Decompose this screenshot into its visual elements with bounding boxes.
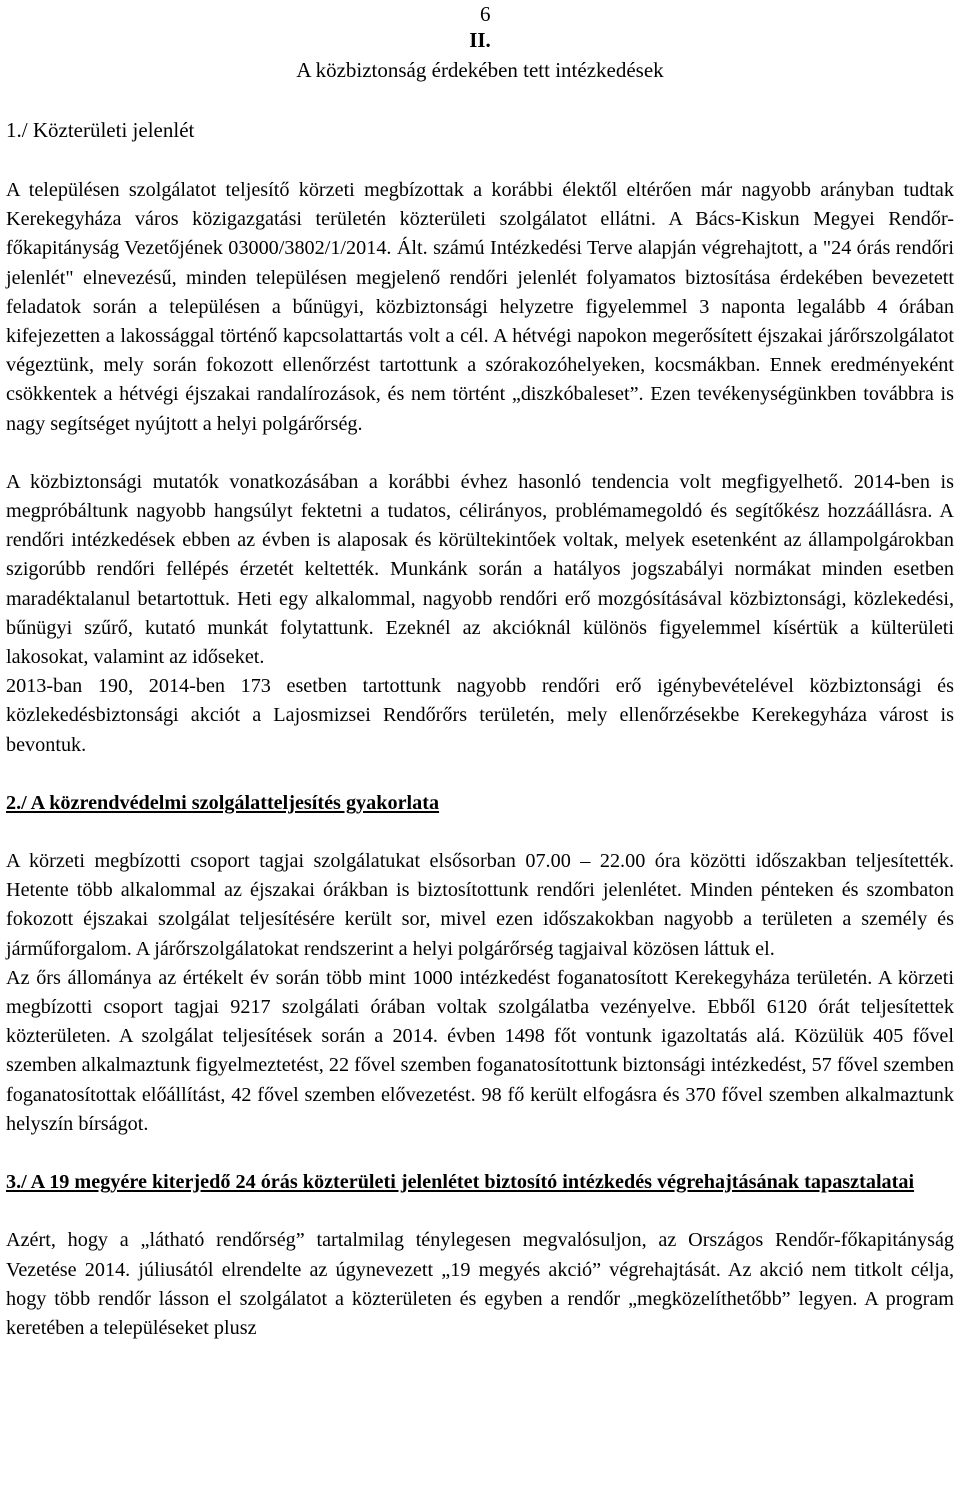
section-1-heading: 1./ Közterületi jelenlét [6, 118, 195, 142]
page-number: 6 [480, 2, 491, 26]
section-1-paragraph-3: 2013-ban 190, 2014-ben 173 esetben tartottunk nagyobb rendőri erő igénybevételével közbiztonsági és közlekedésbiztonsági akciót a Lajosmizsei Rendőrőrs területén, mely ellenőrzésekbe Kerekegyháza várost is bevontuk. [6, 675, 954, 756]
document-body [6, 176, 954, 1343]
section-3-heading: 3./ A 19 megyére kiterjedő 24 órás közterületi jelenlétet biztosító intézkedés végrehajtásának tapasztalatai [6, 1171, 915, 1194]
section-2-paragraph-1: A körzeti megbízotti csoport tagjai szolgálatukat elsősorban 07.00 – 22.00 óra közötti időszakban teljesítették. Hetente több alkalommal az éjszakai órákban is biztosítottunk rendőri jelenlétet. Minden pénteken és szombaton fokozott éjszakai szolgálat teljesítésére került sor, mivel ezen időszakokban nagyobb a területen a személy és járműforgalom. A járőrszolgálatokat rendszerint a helyi polgárőrség tagjaival közösen láttuk el. [6, 850, 954, 960]
section-2-heading: 2./ A közrendvédelmi szolgálatteljesítés gyakorlata [6, 791, 440, 814]
section-1-paragraph-1: A településen szolgálatot teljesítő körzeti megbízottak a korábbi élektől eltérően már nagyobb arányban tudtak Kerekegyháza város közigazgatási területén közterületi szolgálatot ellátni. A Bács-Kiskun Megyei Rendőr-főkapitányság Vezetőjének 03000/3802/1/2014. Ált. számú Intézkedési Terve alapján végrehajtott, a "24 órás rendőri jelenlét" elnevezésű, minden településen megjelenő rendőri jelenlét folyamatos biztosítása érdekében bevezetett feladatok során a településen a bűnügyi, közbiztonsági helyzetre figyelemmel 3 naponta legalább 4 órában kifejezetten a lakossággal történő kapcsolattartás volt a cél. A hétvégi napokon megerősített éjszakai járőrszolgálatot végeztünk, mely során fokozott ellenőrzést tartottunk a szórakozóhelyeken, kocsmákban. Ennek eredményeként csökkentek a hétvégi éjszakai randalírozások, és nem történt „diszkóbaleset”. Ezen tevékenységünkben továbbra is nagy segítséget nyújtott a helyi polgárőrség. [6, 179, 954, 435]
section-2-paragraph-2: Az őrs állománya az értékelt év során több mint 1000 intézkedést foganatosított Kerekegyháza területén. A körzeti megbízotti csoport tagjai 9217 szolgálati órában voltak szolgálatba vezényelve. Ebből 6120 órát teljesítettek közterületen. A szolgálat teljesítések során a 2014. évben 1498 főt vontunk igazoltatás alá. Közülük 405 fővel szemben alkalmaztunk figyelmeztetést, 22 fővel szemben foganatosítottunk biztonsági intézkedést, 57 fővel szemben foganatosítottak előállítást, 42 fővel szemben elővezetést. 98 fő került elfogásra és 370 fővel szemben alkalmaztunk helyszín bírságot. [6, 966, 954, 1135]
chapter-number: II. [469, 28, 491, 52]
section-3-paragraph-1: Azért, hogy a „látható rendőrség” tartalmilag ténylegesen megvalósuljon, az Országos Rendőr-főkapitányság Vezetése 2014. júliusától elrendelte az úgynevezett „19 megyés akció” végrehajtását. Az akció nem titkolt célja, hogy több rendőr lásson el szolgálatot a közterületen és egyben a rendőr „megközelíthetőbb” legyen. A program keretében a településeket plusz [6, 1229, 954, 1339]
section-1-paragraph-2: A közbiztonsági mutatók vonatkozásában a korábbi évhez hasonló tendencia volt megfigyelhető. 2014-ben is megpróbáltunk nagyobb hangsúlyt fektetni a tudatos, célirányos, problémamegoldó és segítőkész hozzáállásra. A rendőri intézkedések ebben az évben is alaposak és körültekintőek voltak, melyek esetenként az állampolgárokban szigorúbb rendőri fellépés érzetét keltették. Munkánk során a hatályos jogszabályi normákat minden esetben maradéktalanul betartottuk. Heti egy alkalommal, nagyobb rendőri erő mozgósításával közbiztonsági, közlekedési, bűnügyi szűrő, kutató munkát folytattunk. Ezeknél az akcióknál különös figyelemmel kísértük a külterületi lakosokat, valamint az időseket. [6, 470, 954, 669]
chapter-title: A közbiztonság érdekében tett intézkedések [296, 58, 664, 82]
